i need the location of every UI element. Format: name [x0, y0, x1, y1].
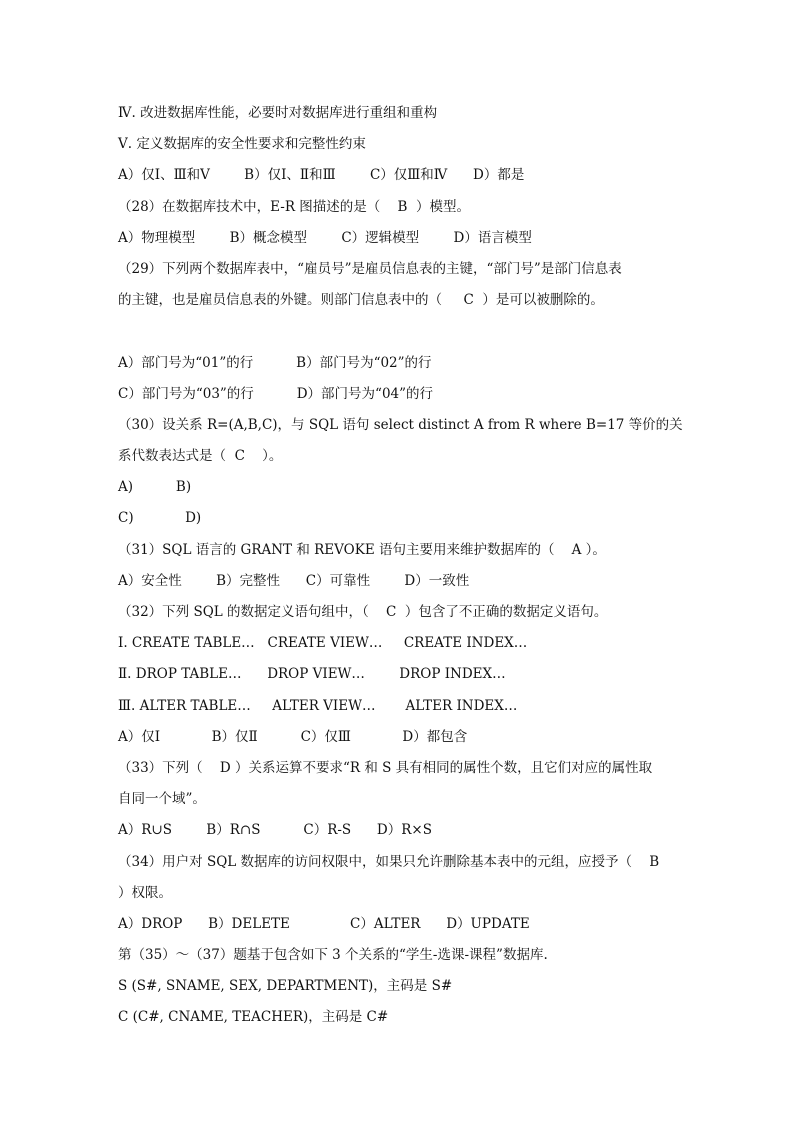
relation-schema: C (C#, CNAME, TEACHER)，主码是 C# — [118, 1009, 389, 1026]
answer-options: C）部门号为“03”的行 D）部门号为“04”的行 — [118, 385, 434, 402]
answer-options: A）R∪S B）R∩S C）R-S D）R×S — [118, 822, 432, 839]
question-30-cont: 系代数表达式是（ C ）。 — [118, 448, 283, 465]
question-29: （29）下列两个数据库表中，“雇员号”是雇员信息表的主键，“部门号”是部门信息表 — [118, 260, 622, 277]
blank-line — [118, 316, 678, 347]
section-intro: 第（35）～（37）题基于包含如下 3 个关系的“学生-选课-课程”数据库. — [118, 947, 548, 964]
question-34: （34）用户对 SQL 数据库的访问权限中，如果只允许删除基本表中的元组，应授予（ B — [118, 853, 660, 870]
text-line: Ⅴ. 定义数据库的安全性要求和完整性约束 — [118, 136, 366, 153]
answer-options: C) D) — [118, 510, 202, 527]
answer-options: A）DROP B）DELETE C）ALTER D）UPDATE — [118, 915, 530, 932]
answer-options: A）仅Ⅰ B）仅Ⅱ C）仅Ⅲ D）都包含 — [118, 728, 468, 745]
relation-schema: S (S#, SNAME, SEX, DEPARTMENT)，主码是 S# — [118, 978, 453, 995]
question-33-cont: 自同一个域”。 — [118, 791, 206, 808]
question-34-cont: ）权限。 — [118, 884, 172, 901]
question-30: （30）设关系 R=(A,B,C)，与 SQL 语句 select distinct A from R where B=17 等价的关 — [118, 416, 683, 433]
sql-statement-group: Ⅲ. ALTER TABLE… ALTER VIEW… ALTER INDEX… — [118, 697, 518, 714]
answer-options: A）部门号为“01”的行 B）部门号为“02”的行 — [118, 354, 432, 371]
sql-statement-group: Ⅱ. DROP TABLE… DROP VIEW… DROP INDEX… — [118, 666, 506, 683]
answer-options: A）安全性 B）完整性 C）可靠性 D）一致性 — [118, 572, 470, 589]
answer-options: A）仅Ⅰ、Ⅲ和Ⅴ B）仅Ⅰ、Ⅱ和Ⅲ C）仅Ⅲ和Ⅳ D）都是 — [118, 167, 525, 184]
question-31: （31）SQL 语言的 GRANT 和 REVOKE 语句主要用来维护数据库的（ A ）。 — [118, 541, 606, 558]
answer-options: A）物理模型 B）概念模型 C）逻辑模型 D）语言模型 — [118, 229, 532, 246]
question-32: （32）下列 SQL 的数据定义语句组中，（ C ）包含了不正确的数据定义语句。 — [118, 604, 608, 620]
answer-options: A) B) — [118, 479, 192, 496]
question-33: （33）下列（ D ）关系运算不要求“R 和 S 具有相同的属性个数，且它们对应的属性取 — [118, 759, 653, 776]
sql-statement-group: Ⅰ. CREATE TABLE… CREATE VIEW… CREATE INDEX… — [118, 635, 528, 652]
document-page — [118, 98, 683, 1034]
text-line: Ⅳ. 改进数据库性能，必要时对数据库进行重组和重构 — [118, 105, 438, 121]
question-29-cont: 的主键，也是雇员信息表的外键。则部门信息表中的（ C ）是可以被删除的。 — [118, 292, 604, 309]
question-28: （28）在数据库技术中，E-R 图描述的是（ B ）模型。 — [118, 198, 470, 215]
